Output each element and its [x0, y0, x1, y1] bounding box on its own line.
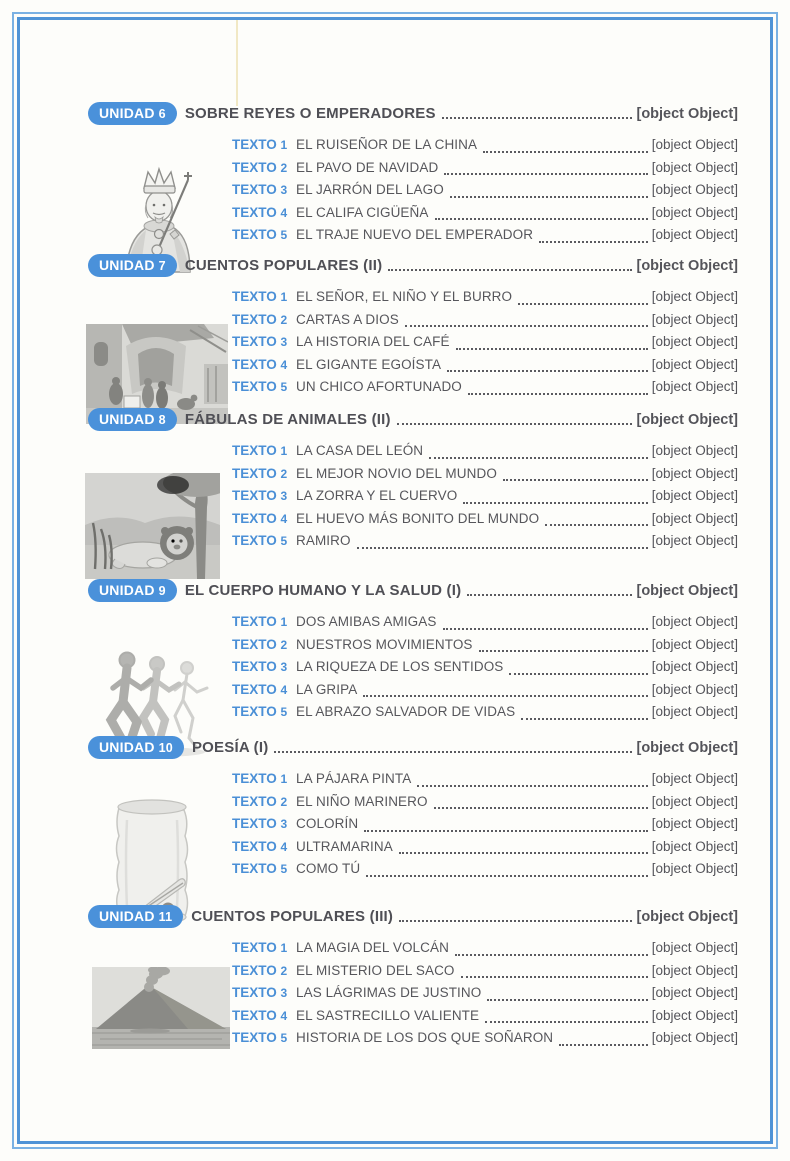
- dotted-leader: [559, 1044, 648, 1046]
- texto-label: TEXTO 3: [232, 659, 288, 675]
- toc-item: [232, 224, 738, 247]
- texto-page-number: [object Object]: [651, 838, 738, 854]
- dotted-leader: [444, 173, 647, 175]
- texto-page-number: [object Object]: [651, 289, 738, 304]
- texto-number: 3: [280, 986, 288, 1001]
- dotted-leader: [479, 650, 648, 652]
- toc-unit-section: [0, 406, 790, 553]
- unit-badge: [88, 408, 177, 431]
- toc-item: [232, 508, 738, 531]
- texto-number: 3: [280, 335, 288, 350]
- texto-list: [232, 134, 738, 247]
- dotted-leader: [397, 423, 633, 425]
- lion-under-tree-illustration: [85, 473, 220, 579]
- texto-page-number: [object Object]: [651, 614, 738, 629]
- texto-label: TEXTO 5: [232, 704, 288, 720]
- unit-header: [88, 100, 738, 127]
- texto-number: 5: [280, 228, 288, 243]
- toc-item: [232, 286, 738, 309]
- texto-title: RAMIRO: [296, 533, 351, 549]
- texto-label: TEXTO 1: [232, 940, 288, 955]
- texto-title: EL ABRAZO SALVADOR DE VIDAS: [296, 704, 516, 720]
- toc-item: [232, 354, 738, 377]
- unit-badge-number: 11: [158, 910, 173, 924]
- texto-number: 3: [280, 817, 288, 832]
- texto-title: CARTAS A DIOS: [296, 311, 399, 327]
- dotted-leader: [487, 999, 647, 1001]
- dotted-leader: [443, 628, 648, 630]
- unit-title: EL CUERPO HUMANO Y LA SALUD (I): [184, 582, 462, 599]
- dotted-leader: [388, 269, 632, 271]
- texto-title: LA ZORRA Y EL CUERVO: [296, 488, 458, 504]
- volcano-illustration-svg: [92, 967, 230, 1049]
- texto-page-number: [object Object]: [651, 356, 738, 372]
- texto-label: TEXTO 5: [232, 379, 288, 395]
- toc-item: [232, 656, 738, 679]
- dotted-leader: [435, 218, 648, 220]
- texto-label: TEXTO 5: [232, 227, 288, 243]
- texto-title: LA RIQUEZA DE LOS SENTIDOS: [296, 659, 504, 675]
- volcano-eruption-illustration: [92, 967, 230, 1049]
- unit-badge-label: UNIDAD: [99, 411, 155, 427]
- toc-item: [232, 1027, 738, 1050]
- toc-item: [232, 179, 738, 202]
- texto-title: UN CHICO AFORTUNADO: [296, 379, 462, 395]
- texto-number: 3: [280, 183, 288, 198]
- unit-title: SOBRE REYES O EMPERADORES: [184, 105, 436, 122]
- texto-title: LA MAGIA DEL VOLCÁN: [296, 940, 449, 955]
- toc-item: [232, 679, 738, 702]
- dotted-leader: [399, 920, 632, 922]
- texto-page-number: [object Object]: [651, 533, 738, 549]
- texto-label: TEXTO 4: [232, 681, 288, 697]
- texto-title: NUESTROS MOVIMIENTOS: [296, 636, 473, 652]
- texto-page-number: [object Object]: [651, 1007, 738, 1023]
- dotted-leader: [545, 524, 648, 526]
- unit-page-number: [object Object]: [636, 582, 738, 599]
- toc-item: [232, 440, 738, 463]
- unit-page-number: [object Object]: [636, 908, 738, 925]
- dotted-leader: [405, 325, 648, 327]
- texto-page-number: [object Object]: [651, 311, 738, 327]
- toc-unit-section: [0, 734, 790, 881]
- texto-number: 5: [280, 862, 288, 877]
- texto-number: 4: [280, 205, 288, 220]
- unit-body: [0, 937, 790, 1050]
- unit-page-number: [object Object]: [636, 411, 738, 428]
- unit-page-number: [object Object]: [636, 105, 738, 122]
- texto-page-number: [object Object]: [651, 861, 738, 877]
- texto-page-number: [object Object]: [651, 443, 738, 458]
- texto-page-number: [object Object]: [651, 1030, 738, 1046]
- texto-number: 2: [280, 466, 288, 481]
- toc-item: [232, 309, 738, 332]
- texto-title: ULTRAMARINA: [296, 838, 393, 854]
- texto-title: EL TRAJE NUEVO DEL EMPERADOR: [296, 227, 534, 243]
- texto-number: 4: [280, 357, 288, 372]
- texto-number: 2: [280, 794, 288, 809]
- toc-item: [232, 463, 738, 486]
- texto-number: 4: [280, 839, 288, 854]
- toc-item: [232, 768, 738, 791]
- texto-title: HISTORIA DE LOS DOS QUE SOÑARON: [296, 1030, 554, 1046]
- texto-number: 4: [280, 511, 288, 526]
- texto-number: 2: [280, 160, 288, 175]
- unit-body: [0, 134, 790, 247]
- unit-header: [88, 406, 738, 433]
- dotted-leader: [364, 830, 647, 832]
- toc-item: [232, 134, 738, 157]
- texto-number: 1: [280, 444, 288, 458]
- texto-page-number: [object Object]: [651, 379, 738, 395]
- texto-number: 1: [280, 290, 288, 304]
- texto-page-number: [object Object]: [651, 962, 738, 978]
- texto-label: TEXTO 1: [232, 289, 288, 304]
- dotted-leader: [485, 1021, 648, 1023]
- unit-badge-number: 9: [158, 584, 166, 598]
- dotted-leader: [429, 457, 648, 459]
- texto-title: EL SASTRECILLO VALIENTE: [296, 1007, 480, 1023]
- texto-label: TEXTO 2: [232, 962, 288, 978]
- texto-page-number: [object Object]: [651, 704, 738, 720]
- texto-number: 1: [280, 941, 288, 955]
- texto-label: TEXTO 1: [232, 137, 288, 152]
- texto-number: 2: [280, 963, 288, 978]
- dotted-leader: [447, 370, 648, 372]
- dotted-leader: [455, 954, 648, 956]
- texto-label: TEXTO 1: [232, 614, 288, 629]
- dotted-leader: [456, 348, 648, 350]
- dotted-leader: [518, 303, 648, 305]
- texto-page-number: [object Object]: [651, 182, 738, 198]
- toc-item: [232, 701, 738, 724]
- unit-badge-label: UNIDAD: [99, 257, 155, 273]
- dotted-leader: [468, 393, 648, 395]
- unit-badge-number: 7: [158, 259, 166, 273]
- texto-page-number: [object Object]: [651, 137, 738, 152]
- toc-item: [232, 1005, 738, 1028]
- toc-item: [232, 960, 738, 983]
- dotted-leader: [509, 673, 647, 675]
- unit-body: [0, 440, 790, 553]
- texto-number: 1: [280, 138, 288, 152]
- texto-number: 2: [280, 312, 288, 327]
- texto-label: TEXTO 1: [232, 771, 288, 786]
- dotted-leader: [442, 117, 633, 119]
- dotted-leader: [483, 151, 648, 153]
- lion-illustration-svg: [85, 473, 220, 579]
- toc-item: [232, 202, 738, 225]
- texto-label: TEXTO 3: [232, 985, 288, 1001]
- texto-list: [232, 937, 738, 1050]
- texto-title: DOS AMIBAS AMIGAS: [296, 614, 437, 629]
- unit-header: [88, 734, 738, 761]
- texto-page-number: [object Object]: [651, 227, 738, 243]
- unit-body: [0, 286, 790, 399]
- dotted-leader: [357, 547, 648, 549]
- texto-label: TEXTO 4: [232, 356, 288, 372]
- texto-title: COMO TÚ: [296, 861, 361, 877]
- texto-label: TEXTO 3: [232, 182, 288, 198]
- texto-label: TEXTO 3: [232, 488, 288, 504]
- texto-label: TEXTO 4: [232, 838, 288, 854]
- toc-item: [232, 858, 738, 881]
- texto-label: TEXTO 3: [232, 816, 288, 832]
- texto-number: 5: [280, 1031, 288, 1046]
- unit-badge: [88, 579, 177, 602]
- texto-title: EL PAVO DE NAVIDAD: [296, 159, 439, 175]
- dotted-leader: [463, 502, 647, 504]
- texto-number: 1: [280, 772, 288, 786]
- texto-label: TEXTO 5: [232, 861, 288, 877]
- texto-label: TEXTO 4: [232, 510, 288, 526]
- dotted-leader: [467, 594, 632, 596]
- texto-page-number: [object Object]: [651, 334, 738, 350]
- toc-item: [232, 982, 738, 1005]
- texto-title: LA PÁJARA PINTA: [296, 771, 412, 786]
- texto-title: EL GIGANTE EGOÍSTA: [296, 356, 442, 372]
- dotted-leader: [503, 479, 648, 481]
- toc-item: [232, 157, 738, 180]
- texto-number: 5: [280, 705, 288, 720]
- toc-item: [232, 791, 738, 814]
- texto-title: EL NIÑO MARINERO: [296, 793, 428, 809]
- dotted-leader: [461, 976, 648, 978]
- texto-list: [232, 611, 738, 724]
- unit-badge-number: 10: [158, 741, 173, 755]
- toc-unit-section: [0, 252, 790, 399]
- texto-page-number: [object Object]: [651, 681, 738, 697]
- texto-number: 3: [280, 489, 288, 504]
- texto-number: 3: [280, 660, 288, 675]
- texto-label: TEXTO 5: [232, 533, 288, 549]
- texto-label: TEXTO 4: [232, 204, 288, 220]
- texto-number: 2: [280, 637, 288, 652]
- texto-number: 5: [280, 534, 288, 549]
- unit-title: CUENTOS POPULARES (III): [191, 908, 394, 925]
- toc-item: [232, 813, 738, 836]
- texto-label: TEXTO 1: [232, 443, 288, 458]
- texto-label: TEXTO 2: [232, 311, 288, 327]
- texto-title: LA GRIPA: [296, 681, 358, 697]
- unit-header: [88, 577, 738, 604]
- texto-title: EL HUEVO MÁS BONITO DEL MUNDO: [296, 510, 540, 526]
- dotted-leader: [363, 695, 647, 697]
- unit-header: [88, 252, 738, 279]
- texto-page-number: [object Object]: [651, 510, 738, 526]
- unit-badge-label: UNIDAD: [99, 105, 155, 121]
- texto-label: TEXTO 3: [232, 334, 288, 350]
- unit-page-number: [object Object]: [636, 739, 738, 756]
- texto-title: COLORÍN: [296, 816, 359, 832]
- texto-page-number: [object Object]: [651, 771, 738, 786]
- toc-item: [232, 611, 738, 634]
- unit-badge: [88, 736, 184, 759]
- texto-page-number: [object Object]: [651, 204, 738, 220]
- dotted-leader: [417, 785, 647, 787]
- texto-label: TEXTO 2: [232, 793, 288, 809]
- texto-page-number: [object Object]: [651, 816, 738, 832]
- unit-badge: [88, 102, 177, 125]
- toc-item: [232, 836, 738, 859]
- texto-page-number: [object Object]: [651, 636, 738, 652]
- dotted-leader: [366, 875, 648, 877]
- texto-title: EL RUISEÑOR DE LA CHINA: [296, 137, 478, 152]
- unit-body: [0, 768, 790, 881]
- dotted-leader: [450, 196, 648, 198]
- dotted-leader: [434, 807, 648, 809]
- unit-badge-label: UNIDAD: [99, 582, 155, 598]
- texto-number: 4: [280, 682, 288, 697]
- texto-title: EL CALIFA CIGÜEÑA: [296, 204, 429, 220]
- unit-badge-label: UNIDAD: [99, 908, 155, 924]
- texto-page-number: [object Object]: [651, 793, 738, 809]
- texto-label: TEXTO 5: [232, 1030, 288, 1046]
- texto-page-number: [object Object]: [651, 985, 738, 1001]
- unit-badge-number: 6: [158, 107, 166, 121]
- unit-title: FÁBULAS DE ANIMALES (II): [184, 411, 391, 428]
- unit-badge: [88, 905, 183, 928]
- unit-page-number: [object Object]: [636, 257, 738, 274]
- toc-item: [232, 376, 738, 399]
- dotted-leader: [521, 718, 647, 720]
- unit-badge-label: UNIDAD: [99, 739, 155, 755]
- texto-page-number: [object Object]: [651, 488, 738, 504]
- texto-label: TEXTO 4: [232, 1007, 288, 1023]
- toc-item: [232, 485, 738, 508]
- texto-title: EL JARRÓN DEL LAGO: [296, 182, 444, 198]
- texto-list: [232, 286, 738, 399]
- texto-title: LA HISTORIA DEL CAFÉ: [296, 334, 450, 350]
- toc-item: [232, 634, 738, 657]
- texto-label: TEXTO 2: [232, 636, 288, 652]
- toc-item: [232, 530, 738, 553]
- texto-label: TEXTO 2: [232, 159, 288, 175]
- dotted-leader: [399, 852, 648, 854]
- unit-title: CUENTOS POPULARES (II): [184, 257, 383, 274]
- dotted-leader: [274, 751, 632, 753]
- unit-badge: [88, 254, 177, 277]
- texto-number: 4: [280, 1008, 288, 1023]
- toc-unit-section: [0, 100, 790, 247]
- toc-unit-section: [0, 577, 790, 724]
- texto-list: [232, 440, 738, 553]
- toc-item: [232, 331, 738, 354]
- dotted-leader: [539, 241, 648, 243]
- texto-page-number: [object Object]: [651, 659, 738, 675]
- texto-number: 1: [280, 615, 288, 629]
- texto-title: EL MEJOR NOVIO DEL MUNDO: [296, 465, 497, 481]
- texto-title: LAS LÁGRIMAS DE JUSTINO: [296, 985, 482, 1001]
- texto-title: EL SEÑOR, EL NIÑO Y EL BURRO: [296, 289, 513, 304]
- unit-body: [0, 611, 790, 724]
- texto-label: TEXTO 2: [232, 465, 288, 481]
- texto-page-number: [object Object]: [651, 159, 738, 175]
- unit-header: [88, 903, 738, 930]
- unit-title: POESÍA (I): [191, 739, 269, 756]
- texto-page-number: [object Object]: [651, 940, 738, 955]
- texto-title: LA CASA DEL LEÓN: [296, 443, 424, 458]
- texto-list: [232, 768, 738, 881]
- texto-page-number: [object Object]: [651, 465, 738, 481]
- toc-item: [232, 937, 738, 960]
- texto-title: EL MISTERIO DEL SACO: [296, 962, 455, 978]
- toc-unit-section: [0, 903, 790, 1050]
- texto-number: 5: [280, 380, 288, 395]
- unit-badge-number: 8: [158, 413, 166, 427]
